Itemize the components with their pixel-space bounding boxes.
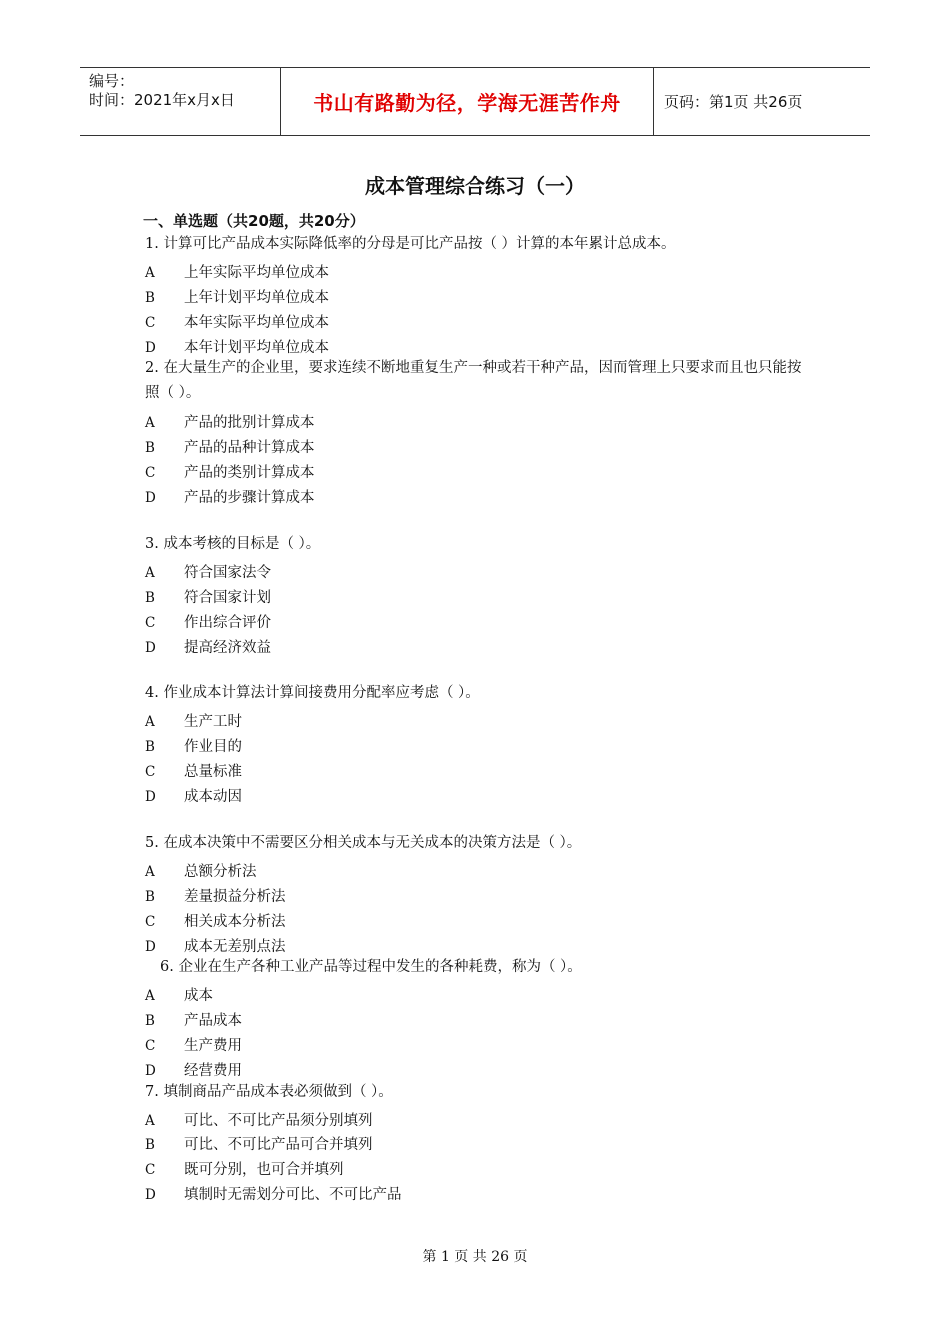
option-letter: B xyxy=(145,590,155,606)
option-4c xyxy=(145,760,242,781)
option-6d xyxy=(145,1059,242,1080)
option-5b xyxy=(145,885,286,906)
option-letter: C xyxy=(145,465,156,481)
option-letter: A xyxy=(145,714,155,730)
option-7b xyxy=(145,1133,373,1154)
option-4d xyxy=(145,785,242,806)
option-letter: B xyxy=(145,290,155,306)
option-letter: C xyxy=(145,615,156,631)
header-motto: 书山有路勤为径，学海无涯苦作舟 xyxy=(281,68,654,135)
question-7: 7. 填制商品产品成本表必须做到（ ）。 xyxy=(145,1084,393,1100)
option-letter: D xyxy=(145,640,156,656)
option-text: 填制时无需划分可比、不可比产品 xyxy=(184,1187,402,1203)
option-5a xyxy=(145,860,257,881)
option-letter: D xyxy=(145,1063,156,1079)
option-2c xyxy=(145,461,315,482)
option-text: 作业目的 xyxy=(184,739,242,755)
option-2a xyxy=(145,411,315,432)
question-3: 3. 成本考核的目标是（ ）。 xyxy=(145,536,321,552)
option-4a xyxy=(145,710,242,731)
option-letter: A xyxy=(145,565,155,581)
option-letter: A xyxy=(145,988,155,1004)
option-7a xyxy=(145,1109,373,1130)
option-text: 成本 xyxy=(184,988,213,1004)
option-letter: D xyxy=(145,939,156,955)
option-text: 本年计划平均单位成本 xyxy=(184,340,329,356)
option-letter: B xyxy=(145,889,155,905)
option-text: 成本动因 xyxy=(184,789,242,805)
option-letter: A xyxy=(145,1113,155,1129)
question-1: 1. 计算可比产品成本实际降低率的分母是可比产品按（ ）计算的本年累计总成本。 xyxy=(145,236,676,252)
option-1c xyxy=(145,311,329,332)
option-letter: B xyxy=(145,1137,155,1153)
option-letter: D xyxy=(145,340,156,356)
header-page-info: 页码：第1页 共26页 xyxy=(664,93,803,111)
option-letter: C xyxy=(145,1162,156,1178)
option-text: 既可分别，也可合并填列 xyxy=(184,1162,344,1178)
option-3a xyxy=(145,561,271,582)
option-text: 产品的品种计算成本 xyxy=(184,440,315,456)
option-1b xyxy=(145,286,329,307)
option-3d xyxy=(145,636,271,657)
option-text: 符合国家法令 xyxy=(184,565,271,581)
page-footer: 第 1 页 共 26 页 xyxy=(422,1249,528,1265)
option-letter: A xyxy=(145,265,155,281)
option-letter: B xyxy=(145,440,155,456)
header-meta-cell xyxy=(80,68,281,135)
option-text: 生产工时 xyxy=(184,714,242,730)
question-6: 6. 企业在生产各种工业产品等过程中发生的各种耗费，称为（ ）。 xyxy=(160,959,582,975)
option-1a xyxy=(145,261,329,282)
option-text: 成本无差别点法 xyxy=(184,939,286,955)
option-text: 本年实际平均单位成本 xyxy=(184,315,329,331)
question-5: 5. 在成本决策中不需要区分相关成本与无关成本的决策方法是（ ）。 xyxy=(145,835,582,851)
option-letter: C xyxy=(145,315,156,331)
option-text: 相关成本分析法 xyxy=(184,914,286,930)
option-letter: A xyxy=(145,415,155,431)
option-text: 上年实际平均单位成本 xyxy=(184,265,329,281)
option-text: 可比、不可比产品须分别填列 xyxy=(184,1113,373,1129)
document-header xyxy=(80,67,870,136)
option-text: 可比、不可比产品可合并填列 xyxy=(184,1137,373,1153)
option-text: 总量标准 xyxy=(184,764,242,780)
option-text: 作出综合评价 xyxy=(184,615,271,631)
serial-label: 编号： xyxy=(89,72,135,90)
option-text: 符合国家计划 xyxy=(184,590,271,606)
option-text: 产品成本 xyxy=(184,1013,242,1029)
time-label: 时间：2021年x月x日 xyxy=(89,91,235,109)
option-text: 产品的步骤计算成本 xyxy=(184,490,315,506)
option-7c xyxy=(145,1158,344,1179)
option-letter: C xyxy=(145,764,156,780)
page-title: 成本管理综合练习（一） xyxy=(365,174,585,198)
option-letter: D xyxy=(145,789,156,805)
question-4: 4. 作业成本计算法计算间接费用分配率应考虑（ ）。 xyxy=(145,685,480,701)
option-text: 差量损益分析法 xyxy=(184,889,286,905)
option-letter: C xyxy=(145,1038,156,1054)
option-letter: B xyxy=(145,739,155,755)
option-5c xyxy=(145,910,286,931)
option-3b xyxy=(145,586,271,607)
option-6b xyxy=(145,1009,242,1030)
option-letter: D xyxy=(145,490,156,506)
option-text: 总额分析法 xyxy=(184,864,257,880)
option-text: 产品的批别计算成本 xyxy=(184,415,315,431)
option-letter: B xyxy=(145,1013,155,1029)
option-text: 产品的类别计算成本 xyxy=(184,465,315,481)
option-text: 生产费用 xyxy=(184,1038,242,1054)
option-2d xyxy=(145,486,315,507)
option-2b xyxy=(145,436,315,457)
option-3c xyxy=(145,611,271,632)
option-5d xyxy=(145,935,286,956)
option-6a xyxy=(145,984,213,1005)
question-2: 2. 在大量生产的企业里，要求连续不断地重复生产一种或若干种产品，因而管理上只要求而且也只能按照（ ）。 xyxy=(145,360,802,401)
option-1d xyxy=(145,336,329,357)
option-letter: D xyxy=(145,1187,156,1203)
option-text: 上年计划平均单位成本 xyxy=(184,290,329,306)
option-6c xyxy=(145,1034,242,1055)
section-heading: 一、单选题（共20题，共20分） xyxy=(143,212,365,230)
option-text: 提高经济效益 xyxy=(184,640,271,656)
option-letter: A xyxy=(145,864,155,880)
option-letter: C xyxy=(145,914,156,930)
option-4b xyxy=(145,735,242,756)
option-7d xyxy=(145,1183,402,1204)
option-text: 经营费用 xyxy=(184,1063,242,1079)
